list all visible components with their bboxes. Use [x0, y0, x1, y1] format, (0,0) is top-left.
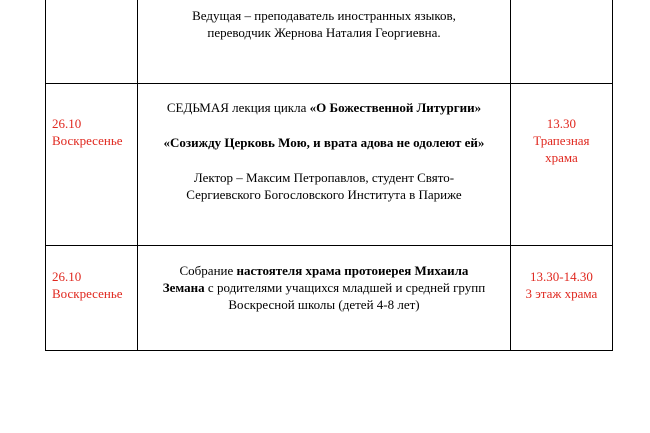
- event-time: 13.30-14.30: [529, 269, 593, 284]
- event-day: Воскресенье: [52, 286, 123, 301]
- place-cell: [510, 0, 612, 84]
- event-line: Ведущая – преподаватель иностранных языков,: [192, 8, 456, 23]
- meeting-host: настоятеля храма протоиерея Михаила: [236, 263, 469, 278]
- date-cell: [46, 0, 138, 84]
- event-cell: [138, 246, 511, 351]
- table-row: [46, 84, 613, 246]
- meeting-line: Воскресной школы (детей 4-8 лет): [228, 297, 420, 312]
- meeting-prefix: Собрание: [179, 263, 237, 278]
- place-cell: [510, 246, 612, 351]
- event-cell: [138, 84, 511, 246]
- date-cell: [46, 246, 138, 351]
- event-date: 26.10: [52, 116, 82, 131]
- lecture-series-name: «О Божественной Литургии»: [309, 100, 482, 115]
- lecture-title: [138, 99, 510, 116]
- schedule-table: [45, 0, 613, 351]
- meeting-audience: с родителями учащихся младшей и средней групп: [204, 280, 486, 295]
- lecture-title-prefix: СЕДЬМАЯ лекция цикла: [166, 100, 310, 115]
- lecture-quote: «Созижду Церковь Мою, и врата адова не одолеют ей»: [163, 135, 485, 150]
- meeting-host-surname: Земана: [162, 280, 205, 295]
- event-time: 13.30: [546, 116, 577, 131]
- event-cell: [138, 0, 511, 84]
- date-cell: [46, 84, 138, 246]
- event-location: храма: [545, 150, 578, 165]
- event-day: Воскресенье: [52, 133, 123, 148]
- meeting-line: [138, 262, 510, 279]
- meeting-line: [138, 279, 510, 296]
- event-location: Трапезная: [533, 133, 590, 148]
- table-row: [46, 246, 613, 351]
- lecturer-line: Лектор – Максим Петропавлов, студент Свято-: [193, 170, 455, 185]
- event-date: 26.10: [52, 269, 82, 284]
- lecturer-line: Сергиевского Богословского Института в Париже: [186, 187, 462, 202]
- event-line: переводчик Жернова Наталия Георгиевна.: [207, 25, 441, 40]
- table-row: [46, 0, 613, 84]
- event-location: 3 этаж храма: [525, 286, 598, 301]
- place-cell: [510, 84, 612, 246]
